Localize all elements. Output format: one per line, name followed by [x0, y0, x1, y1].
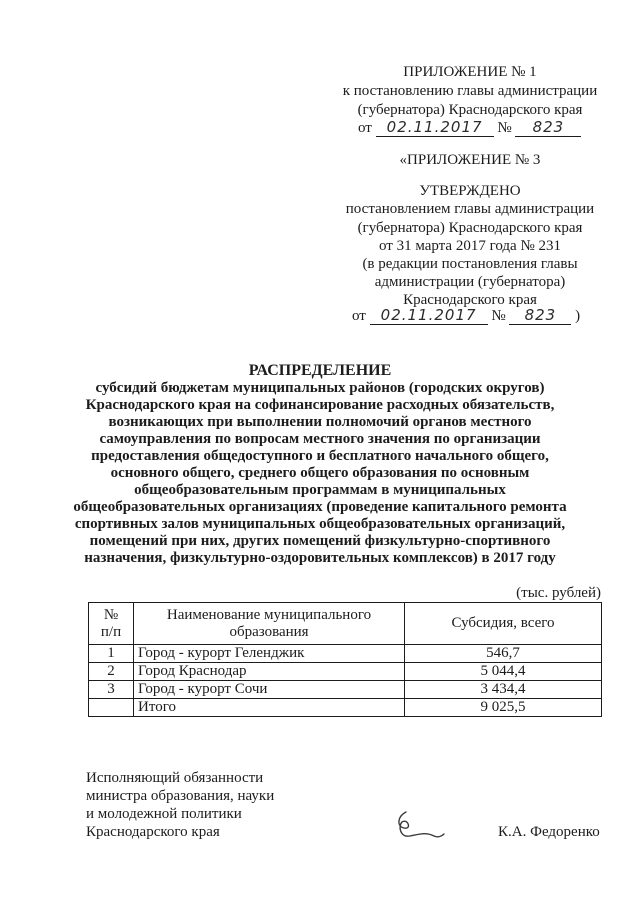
signer-title-3: и молодежной политики	[86, 806, 242, 822]
signer-name: К.А. Федоренко	[498, 824, 600, 840]
appendix-no-label: №	[497, 120, 512, 136]
approval-header: «ПРИЛОЖЕНИЕ № 3	[399, 152, 541, 168]
approval-date-line	[352, 307, 580, 325]
row-name: Город - курорт Геленджик	[134, 645, 405, 663]
approval-closing: )	[575, 308, 581, 324]
signer-title-1: Исполняющий обязанности	[86, 770, 264, 786]
subject-line: Краснодарского края на софинансирование расходных обязательств,	[85, 397, 555, 413]
appendix-title: ПРИЛОЖЕНИЕ № 1	[403, 64, 537, 80]
approval-date: 02.11.2017	[370, 307, 488, 325]
table-total-row	[89, 699, 602, 717]
subject-line: общеобразовательных организациях (проведение капитального ремонта	[73, 499, 567, 515]
approval-line-6: Краснодарского края	[403, 292, 537, 308]
subject-line: основного общего, среднего общего образования по основным	[110, 465, 530, 481]
document-heading: РАСПРЕДЕЛЕНИЕ	[248, 362, 392, 379]
table-row	[89, 681, 602, 699]
handwritten-signature	[388, 806, 448, 846]
subject-line: спортивных залов муниципальных общеобразовательных организаций,	[74, 516, 566, 532]
header-num	[89, 603, 134, 645]
appendix-number: 823	[515, 119, 581, 137]
subject-line: помещений при них, других помещений физкультурно-спортивного	[89, 533, 551, 549]
header-num-line: №	[103, 606, 119, 623]
subject-line: назначения, физкультурно-оздоровительных комплексов) в 2017 году	[84, 550, 556, 566]
signer-title-2: министра образования, науки	[86, 788, 275, 804]
row-num: 2	[89, 663, 134, 681]
row-num: 3	[89, 681, 134, 699]
subsidy-table	[88, 602, 602, 717]
subject-line: предоставления общедоступного и бесплатного начального общего,	[91, 448, 549, 464]
row-name: Город Краснодар	[134, 663, 405, 681]
header-name-line: образования	[229, 623, 309, 640]
document-subject	[40, 380, 600, 567]
approval-line-3: от 31 марта 2017 года № 231	[378, 238, 562, 254]
approval-line-4: (в редакции постановления главы	[362, 256, 578, 272]
subject-line: субсидий бюджетам муниципальных районов (городских округов)	[95, 380, 545, 396]
approval-no-label: №	[491, 308, 506, 324]
subject-line: самоуправления по вопросам местного значения по организации	[99, 431, 541, 447]
approval-approved: УТВЕРЖДЕНО	[419, 183, 521, 199]
approval-number: 823	[509, 307, 571, 325]
subject-line: общеобразовательным программам в муниципальных	[134, 482, 506, 498]
header-name-line: Наименование муниципального	[166, 606, 372, 623]
row-value: 3 434,4	[405, 681, 602, 699]
units-label: (тыс. рублей)	[516, 585, 601, 601]
row-value: 546,7	[405, 645, 602, 663]
row-value: 5 044,4	[405, 663, 602, 681]
appendix-date: 02.11.2017	[376, 119, 494, 137]
appendix-from-label: от	[358, 120, 372, 136]
header-subsidy: Субсидия, всего	[405, 603, 602, 645]
total-value: 9 025,5	[405, 699, 602, 717]
appendix-line-2: к постановлению главы администрации	[342, 83, 598, 99]
approval-from-label: от	[352, 308, 366, 324]
approval-line-2: (губернатора) Краснодарского края	[357, 220, 583, 236]
total-num-cell	[89, 699, 134, 717]
approval-line-5: администрации (губернатора)	[374, 274, 566, 290]
header-num-line: п/п	[100, 623, 122, 640]
table-row	[89, 645, 602, 663]
approval-line-1: постановлением главы администрации	[345, 201, 595, 217]
table-header-row	[89, 603, 602, 645]
appendix-line-3: (губернатора) Краснодарского края	[357, 102, 583, 118]
appendix-date-line	[358, 119, 581, 137]
subject-line: возникающих при выполнении полномочий органов местного	[108, 414, 532, 430]
table-row	[89, 663, 602, 681]
header-name	[134, 603, 405, 645]
row-name: Город - курорт Сочи	[134, 681, 405, 699]
total-label: Итого	[134, 699, 405, 717]
signer-title-4: Краснодарского края	[86, 824, 220, 840]
row-num: 1	[89, 645, 134, 663]
